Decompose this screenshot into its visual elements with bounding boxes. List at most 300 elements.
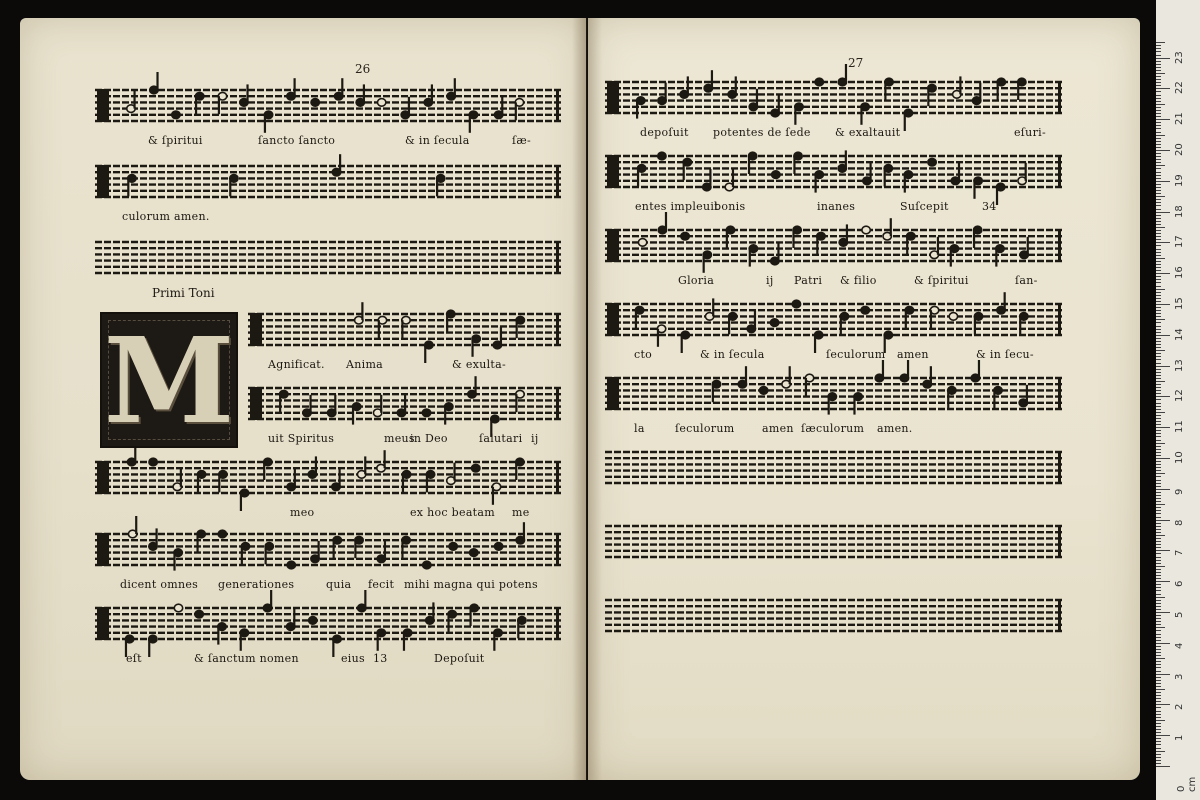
right-staff-4	[605, 374, 1063, 423]
ruler-tick	[1156, 347, 1161, 348]
right-lyric: entes impleuit	[635, 200, 719, 213]
ruler-number: 17	[1174, 235, 1185, 249]
barline	[556, 314, 559, 345]
right-lyric: 34	[982, 200, 997, 213]
ruler-unit-label: 0 cm	[1176, 776, 1198, 792]
ruler-tick	[1156, 301, 1161, 302]
ruler-tick	[1156, 674, 1170, 675]
ruler-number: 15	[1174, 297, 1185, 310]
ruler-tick	[1156, 594, 1161, 595]
ruler-tick	[1156, 387, 1161, 388]
ruler-tick	[1156, 150, 1170, 151]
ruler-tick	[1156, 486, 1161, 487]
ruler-tick	[1156, 720, 1165, 721]
ruler-tick	[1156, 255, 1161, 256]
ruler-tick	[1156, 751, 1165, 752]
right-staff-5	[605, 448, 1063, 497]
right-lyric: Gloria	[678, 274, 715, 287]
left-lyric: & ſanctum nomen	[194, 652, 299, 665]
note-head	[423, 561, 431, 569]
note-head	[174, 604, 182, 612]
ruler-tick	[1156, 184, 1161, 185]
note-head	[422, 409, 430, 417]
left-lyric: Anima	[346, 358, 384, 371]
section-title: Primi Toni	[152, 286, 215, 300]
left-lyric: 13	[373, 652, 388, 665]
ruler-tick	[1156, 563, 1161, 564]
ruler-number: 14	[1174, 328, 1185, 341]
ruler-tick	[1156, 122, 1161, 123]
ruler-tick	[1156, 107, 1161, 108]
ruler-tick	[1156, 461, 1161, 462]
ruler-tick	[1156, 581, 1170, 582]
ruler-tick	[1156, 600, 1161, 601]
ruler-tick	[1156, 58, 1170, 59]
ruler-tick	[1156, 418, 1161, 419]
ruler-tick	[1156, 621, 1161, 622]
ruler-tick	[1156, 64, 1161, 65]
barline	[1058, 304, 1061, 335]
ruler-tick	[1156, 403, 1161, 404]
ruler-tick	[1156, 113, 1161, 114]
ruler-tick	[1156, 664, 1161, 665]
ruler-tick	[1156, 245, 1161, 246]
ruler-tick	[1156, 449, 1161, 450]
left-lyric: & ſpiritui	[148, 134, 203, 147]
ruler-tick	[1156, 523, 1161, 524]
ruler-tick	[1156, 655, 1161, 656]
barline	[1058, 378, 1061, 409]
ruler-tick	[1156, 372, 1161, 373]
ruler-tick	[1156, 230, 1161, 231]
left-lyric: me	[512, 506, 530, 519]
ruler-tick	[1156, 412, 1165, 413]
barline	[1058, 600, 1061, 631]
note-head	[172, 111, 180, 119]
ruler-tick	[1156, 242, 1170, 243]
left-lyric: eius	[341, 652, 365, 665]
ruler-tick	[1156, 452, 1161, 453]
barline	[1058, 452, 1061, 483]
ruler-tick	[1156, 603, 1161, 604]
ruler-tick	[1156, 236, 1161, 237]
ruler-tick	[1156, 227, 1165, 228]
note-head	[218, 530, 226, 538]
ruler-tick	[1156, 239, 1161, 240]
ruler-tick	[1156, 637, 1161, 638]
left-lyric: quia	[326, 578, 352, 591]
ruler-tick	[1156, 513, 1161, 514]
left-lyric: ex hoc beatam	[410, 506, 495, 519]
ruler-tick	[1156, 557, 1161, 558]
ruler-tick	[1156, 553, 1161, 554]
ruler-tick	[1156, 144, 1161, 145]
ruler-tick	[1156, 683, 1161, 684]
right-lyric: amen.	[877, 422, 913, 435]
ruler-tick	[1156, 658, 1165, 659]
ruler-number: 2	[1174, 704, 1185, 711]
ruler-tick	[1156, 212, 1170, 213]
ruler-tick	[1156, 618, 1161, 619]
ruler-number: 16	[1174, 266, 1185, 280]
ruler-tick	[1156, 55, 1161, 56]
ruler-tick	[1156, 671, 1161, 672]
ruler-number: 1	[1174, 734, 1185, 742]
right-lyric: & in ſecu-	[976, 348, 1034, 361]
ruler-tick	[1156, 476, 1161, 477]
left-staff-1	[95, 162, 561, 211]
ruler-tick	[1156, 738, 1161, 739]
right-staff-1	[605, 152, 1063, 201]
ruler-tick	[1156, 295, 1161, 296]
ruler-tick	[1156, 363, 1161, 364]
ruler-tick	[1156, 470, 1161, 471]
ruler-tick	[1156, 424, 1161, 425]
ruler-tick	[1156, 196, 1165, 197]
ruler-tick	[1156, 350, 1165, 351]
ruler-number: 9	[1174, 488, 1185, 495]
ruler-tick	[1156, 316, 1161, 317]
ruler-tick	[1156, 393, 1161, 394]
note-head	[792, 300, 800, 308]
left-staff-7	[95, 604, 561, 653]
ruler-tick	[1156, 51, 1161, 52]
ruler-tick	[1156, 489, 1170, 490]
note-head	[449, 543, 457, 551]
left-lyric: mihi magna qui potens	[404, 578, 538, 591]
ruler-tick	[1156, 270, 1161, 271]
ruler-tick	[1156, 344, 1161, 345]
ruler-tick	[1156, 289, 1165, 290]
ruler-tick	[1156, 455, 1161, 456]
right-lyric: & in ſecula	[700, 348, 765, 361]
ruler-tick	[1156, 510, 1161, 511]
ruler-tick	[1156, 138, 1161, 139]
ruler-tick	[1156, 680, 1161, 681]
ruler-tick	[1156, 76, 1161, 77]
ruler-tick	[1156, 446, 1161, 447]
ruler-number: 5	[1174, 611, 1185, 618]
right-lyric: Suſcepit	[900, 200, 949, 213]
ruler-tick	[1156, 159, 1161, 160]
initial-letter: M	[103, 310, 235, 450]
ruler-tick	[1156, 480, 1161, 481]
ruler-tick	[1156, 532, 1161, 533]
ruler-number: 21	[1174, 112, 1185, 126]
barline	[1058, 82, 1061, 113]
ruler-tick	[1156, 575, 1161, 576]
ruler-tick	[1156, 526, 1161, 527]
clef-mark	[607, 377, 619, 410]
ruler-number: 6	[1174, 580, 1185, 588]
ruler-tick	[1156, 433, 1161, 434]
ruler-tick	[1156, 560, 1161, 561]
note-head	[195, 610, 203, 618]
ruler-tick	[1156, 310, 1161, 311]
note-head	[377, 99, 385, 107]
ruler-tick	[1156, 101, 1161, 102]
ruler-tick	[1156, 178, 1161, 179]
ruler-tick	[1156, 128, 1161, 129]
ruler-tick	[1156, 193, 1161, 194]
right-lyric: ſan-	[1015, 274, 1038, 287]
barline	[556, 462, 559, 493]
ruler-tick	[1156, 406, 1161, 407]
left-lyric: ſancto ſancto	[258, 134, 336, 147]
note-head	[928, 158, 936, 166]
ruler-number: 7	[1174, 550, 1185, 557]
ruler-tick	[1156, 73, 1165, 74]
ruler-tick	[1156, 538, 1161, 539]
ruler-tick	[1156, 695, 1161, 696]
ruler-tick	[1156, 427, 1170, 428]
ruler-tick	[1156, 359, 1161, 360]
ruler-number: 22	[1174, 81, 1185, 95]
clef-mark	[250, 313, 262, 346]
right-lyric: ſeculorum	[826, 348, 886, 361]
note-head	[772, 171, 780, 179]
note-head	[949, 313, 957, 321]
ruler-tick	[1156, 91, 1161, 92]
ruler-tick	[1156, 88, 1170, 89]
ruler-tick	[1156, 356, 1161, 357]
ruler-tick	[1156, 757, 1161, 758]
note-head	[309, 617, 317, 625]
note-head	[681, 232, 689, 240]
ruler-tick	[1156, 313, 1161, 314]
left-lyric: meus	[384, 432, 415, 445]
barline	[556, 534, 559, 565]
right-lyric: amen	[762, 422, 794, 435]
barline	[556, 242, 559, 273]
measuring-ruler	[1156, 0, 1200, 800]
right-lyric: cto	[634, 348, 653, 361]
left-staff-4	[248, 384, 561, 433]
ruler-tick	[1156, 332, 1161, 333]
ruler-tick	[1156, 233, 1161, 234]
ruler-tick	[1156, 498, 1161, 499]
left-staff-6	[95, 530, 561, 579]
ruler-tick	[1156, 390, 1161, 391]
ruler-tick	[1156, 110, 1161, 111]
note-head	[638, 239, 646, 247]
ruler-tick	[1156, 282, 1161, 283]
left-lyric: ſalutari	[479, 432, 523, 445]
ruler-tick	[1156, 566, 1165, 567]
ruler-tick	[1156, 726, 1161, 727]
ruler-tick	[1156, 147, 1161, 148]
right-lyric: Patri	[794, 274, 823, 287]
ruler-number: 20	[1174, 143, 1185, 156]
ruler-tick	[1156, 667, 1161, 668]
ruler-tick	[1156, 754, 1161, 755]
left-lyric: meo	[290, 506, 315, 519]
left-staff-0	[95, 86, 561, 135]
right-lyric: bonis	[714, 200, 746, 213]
ruler-number: 18	[1174, 204, 1185, 218]
ruler-tick	[1156, 85, 1161, 86]
ruler-tick	[1156, 643, 1170, 644]
note-head	[287, 561, 295, 569]
clef-mark	[250, 387, 262, 420]
note-head	[472, 464, 480, 472]
clef-mark	[97, 461, 109, 494]
note-head	[770, 319, 778, 327]
clef-mark	[607, 81, 619, 114]
ruler-tick	[1156, 630, 1161, 631]
left-lyric: Depoſuit	[434, 652, 485, 665]
ruler-tick	[1156, 483, 1161, 484]
ruler-tick	[1156, 252, 1161, 253]
ruler-tick	[1156, 689, 1165, 690]
ruler-tick	[1156, 544, 1161, 545]
ruler-tick	[1156, 572, 1161, 573]
ruler-tick	[1156, 495, 1161, 496]
note-head	[149, 458, 157, 466]
left-lyric: eſt	[126, 652, 142, 665]
ruler-tick	[1156, 341, 1161, 342]
ruler-tick	[1156, 307, 1161, 308]
ruler-tick	[1156, 375, 1161, 376]
ruler-tick	[1156, 464, 1161, 465]
note-head	[470, 549, 478, 557]
ruler-tick	[1156, 421, 1161, 422]
ruler-number: 23	[1174, 50, 1185, 64]
ruler-tick	[1156, 440, 1161, 441]
ruler-tick	[1156, 517, 1161, 518]
ruler-tick	[1156, 698, 1161, 699]
ruler-tick	[1156, 366, 1170, 367]
ruler-tick	[1156, 335, 1170, 336]
note-head	[862, 226, 870, 234]
ruler-tick	[1156, 547, 1161, 548]
ruler-tick	[1156, 338, 1161, 339]
right-lyric: eſuri-	[1014, 126, 1046, 139]
ruler-tick	[1156, 627, 1165, 628]
ruler-number: 19	[1174, 174, 1185, 187]
ruler-tick	[1156, 156, 1161, 157]
right-lyric: ij	[766, 274, 774, 287]
ruler-tick	[1156, 369, 1161, 370]
ruler-tick	[1156, 590, 1161, 591]
ruler-tick	[1156, 735, 1170, 736]
ruler-tick	[1156, 224, 1161, 225]
ruler-tick	[1156, 707, 1161, 708]
right-staff-3	[605, 300, 1063, 349]
clef-mark	[97, 165, 109, 198]
right-lyric: la	[634, 422, 645, 435]
ruler-tick	[1156, 116, 1161, 117]
left-lyric: dicent omnes	[120, 578, 199, 591]
clef-mark	[607, 155, 619, 188]
ruler-tick	[1156, 649, 1161, 650]
left-lyric: in Deo	[410, 432, 448, 445]
ruler-tick	[1156, 760, 1161, 761]
ruler-tick	[1156, 162, 1161, 163]
ruler-tick	[1156, 67, 1161, 68]
ruler-tick	[1156, 304, 1170, 305]
ruler-number: 10	[1174, 451, 1185, 464]
ruler-tick	[1156, 661, 1161, 662]
ruler-number: 12	[1174, 389, 1185, 403]
ruler-tick	[1156, 205, 1161, 206]
note-head	[494, 543, 502, 551]
ruler-tick	[1156, 329, 1161, 330]
left-lyric: & in ſecula	[405, 134, 470, 147]
ruler-tick	[1156, 606, 1161, 607]
ruler-tick	[1156, 443, 1165, 444]
ruler-tick	[1156, 578, 1161, 579]
clef-mark	[97, 607, 109, 640]
ruler-tick	[1156, 744, 1161, 745]
ruler-tick	[1156, 264, 1161, 265]
ruler-tick	[1156, 199, 1161, 200]
left-lyric: culorum amen.	[122, 210, 210, 223]
ruler-tick	[1156, 82, 1161, 83]
ruler-tick	[1156, 98, 1161, 99]
right-staff-7	[605, 596, 1063, 645]
ruler-tick	[1156, 584, 1161, 585]
left-lyric: fecit	[368, 578, 395, 591]
right-staff-6	[605, 522, 1063, 571]
ruler-tick	[1156, 181, 1170, 182]
left-staff-5	[95, 458, 561, 507]
ruler-tick	[1156, 70, 1161, 71]
ruler-tick	[1156, 612, 1170, 613]
left-lyric: & exulta-	[452, 358, 506, 371]
ruler-tick	[1156, 175, 1161, 176]
clef-mark	[607, 229, 619, 262]
ruler-tick	[1156, 711, 1161, 712]
ruler-tick	[1156, 436, 1161, 437]
ruler-tick	[1156, 384, 1161, 385]
left-lyric: ij	[531, 432, 539, 445]
ruler-tick	[1156, 141, 1161, 142]
ruler-number: 4	[1174, 642, 1185, 649]
barline	[1058, 156, 1061, 187]
ruler-tick	[1156, 550, 1170, 551]
barline	[556, 166, 559, 197]
ruler-tick	[1156, 125, 1161, 126]
ruler-tick	[1156, 615, 1161, 616]
ruler-tick	[1156, 79, 1161, 80]
ruler-tick	[1156, 732, 1161, 733]
ruler-tick	[1156, 45, 1161, 46]
ruler-tick	[1156, 261, 1161, 262]
ruler-tick	[1156, 624, 1161, 625]
ruler-tick	[1156, 319, 1165, 320]
ruler-tick	[1156, 267, 1161, 268]
barline	[1058, 526, 1061, 557]
right-lyric: inanes	[817, 200, 856, 213]
ruler-tick	[1156, 766, 1170, 767]
ruler-tick	[1156, 748, 1161, 749]
note-head	[861, 306, 869, 314]
ruler-tick	[1156, 609, 1161, 610]
ruler-tick	[1156, 467, 1161, 468]
ruler-tick	[1156, 646, 1161, 647]
right-lyric: amen	[897, 348, 929, 361]
barline	[1058, 230, 1061, 261]
ruler-tick	[1156, 569, 1161, 570]
ruler-tick	[1156, 249, 1161, 250]
ruler-tick	[1156, 501, 1161, 502]
ruler-tick	[1156, 279, 1161, 280]
ruler-tick	[1156, 381, 1165, 382]
barline	[556, 608, 559, 639]
left-lyric: generationes	[218, 578, 295, 591]
ruler-number: 8	[1174, 519, 1185, 526]
